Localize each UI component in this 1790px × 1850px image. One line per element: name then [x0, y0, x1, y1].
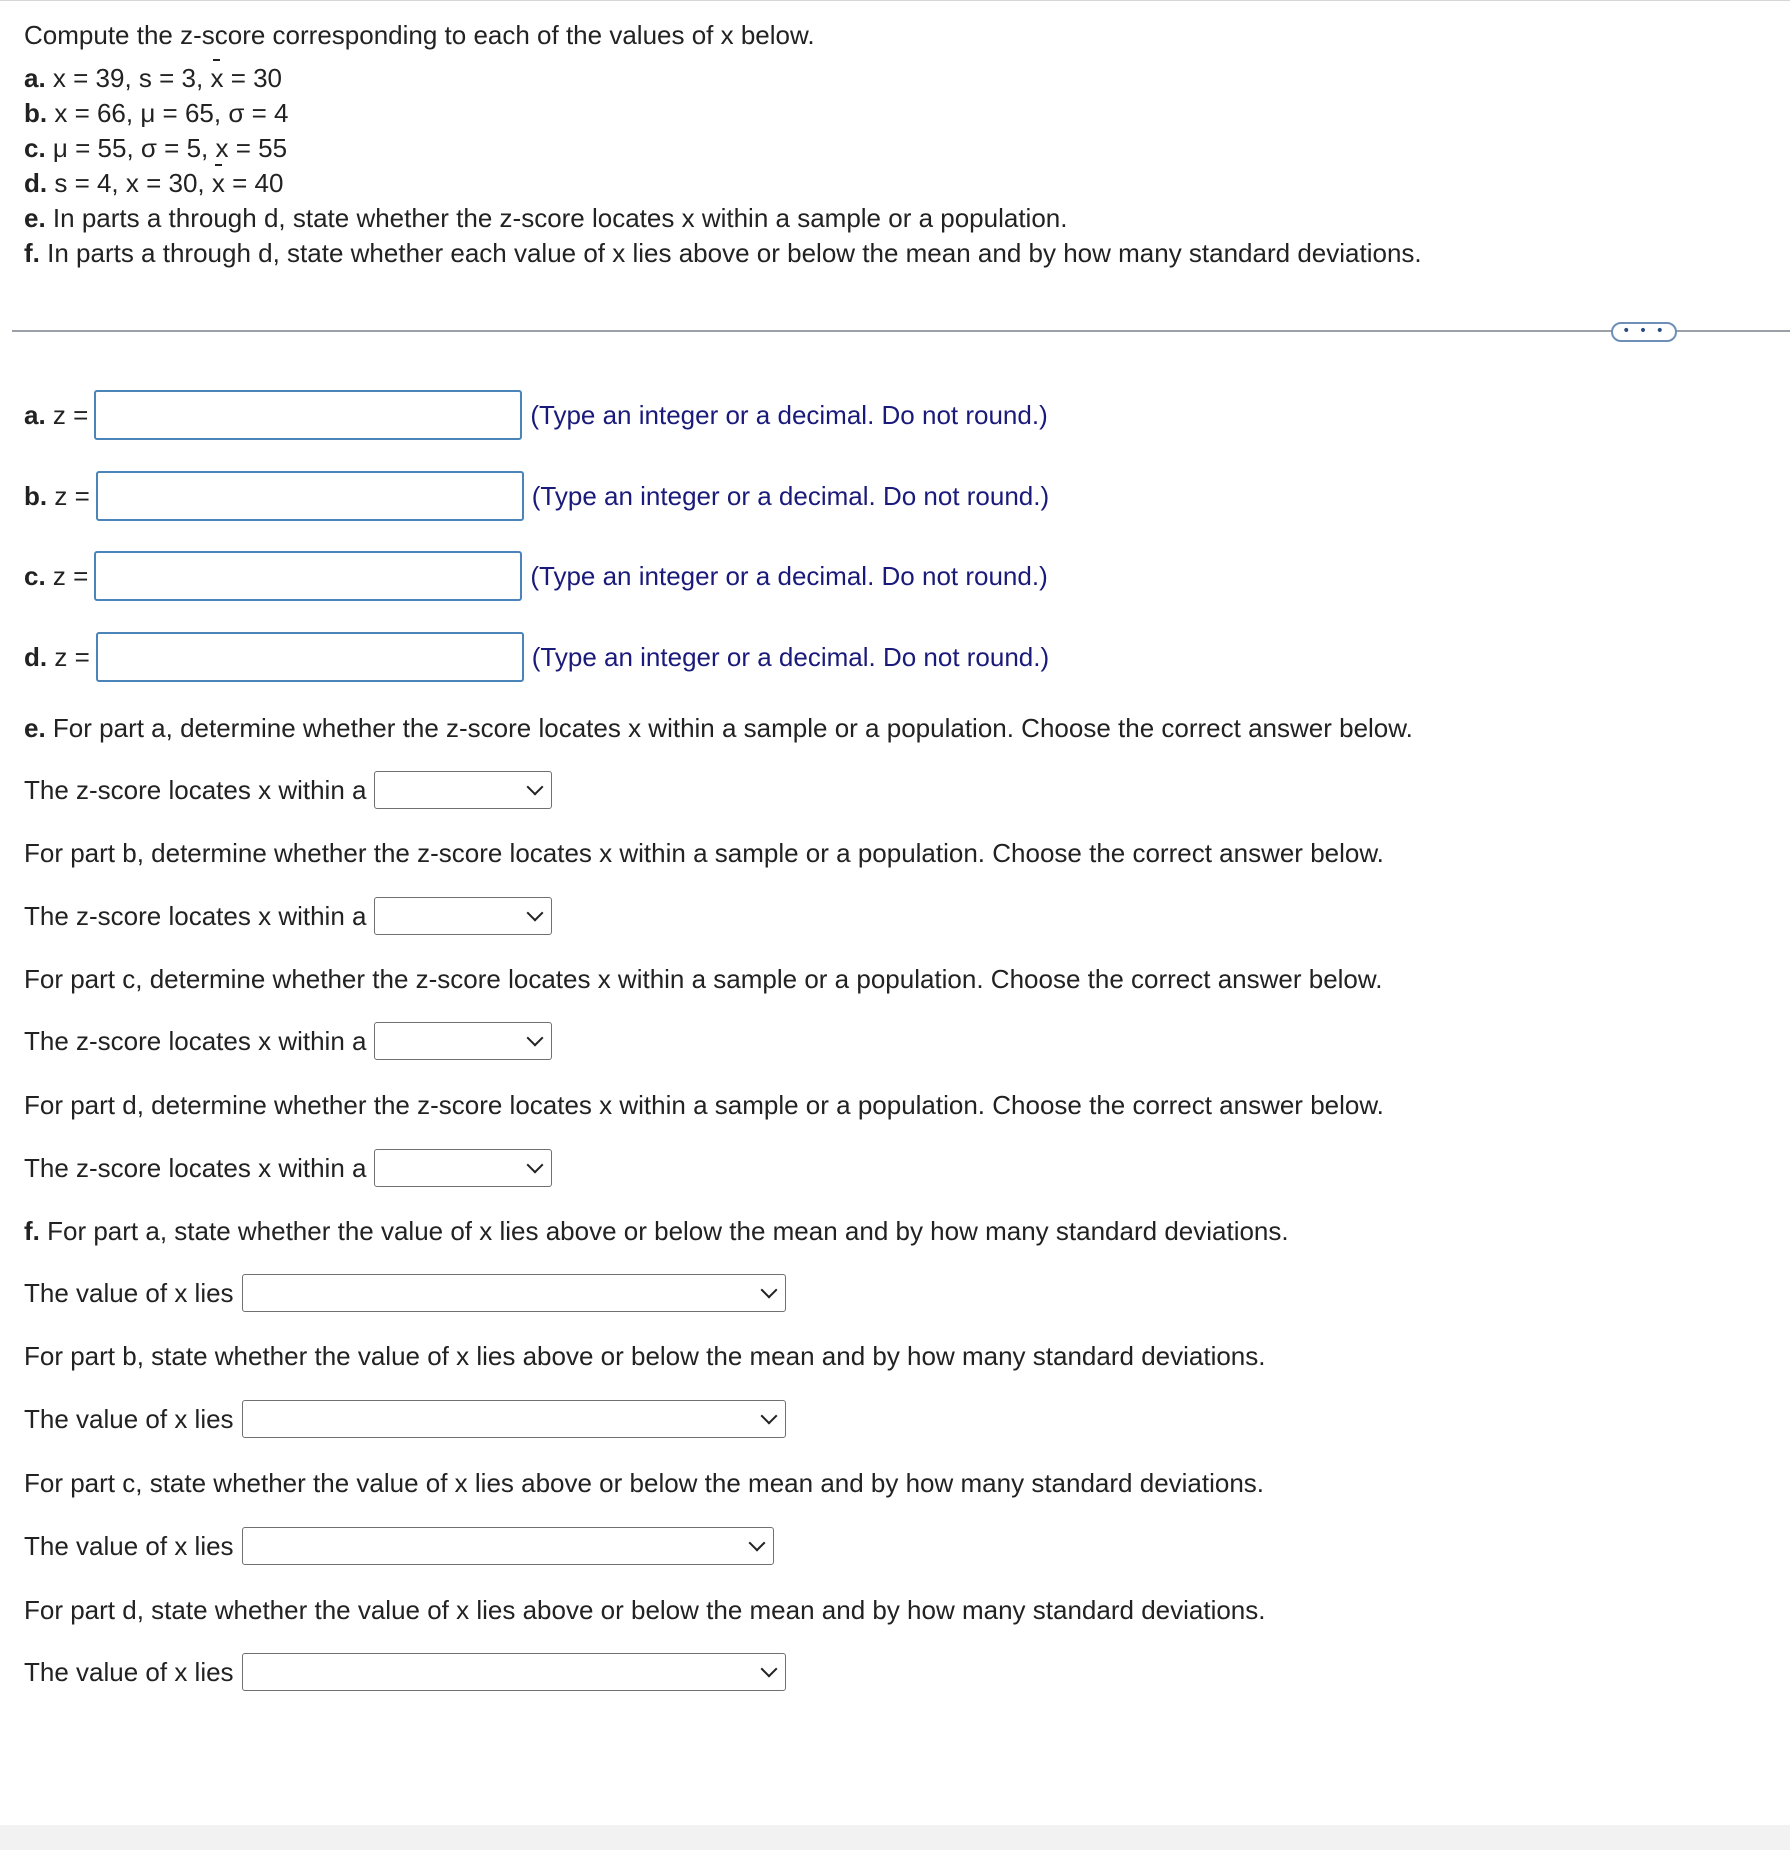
answer-label: The value of x lies [24, 1656, 234, 1687]
above-below-dropdown-b[interactable] [242, 1400, 786, 1438]
part-f-answer-b [24, 1400, 786, 1438]
input-hint: (Type an integer or a decimal. Do not round.) [530, 560, 1048, 591]
answer-label: The z-score locates x within a [24, 900, 367, 931]
z-label: z = [52, 399, 89, 430]
part-d-given [24, 166, 1764, 201]
part-letter: f. [24, 238, 40, 268]
part-letter: d. [24, 168, 48, 198]
input-hint: (Type an integer or a decimal. Do not round.) [530, 399, 1048, 430]
given-values: x = 66, μ = 65, σ = 4 [54, 98, 289, 128]
answer-label: The z-score locates x within a [24, 1152, 367, 1183]
chevron-down-icon [748, 1535, 765, 1552]
given-values-end: = 40 [224, 168, 284, 198]
above-below-dropdown-a[interactable] [242, 1274, 786, 1312]
part-e-prompt-d: For part d, determine whether the z-score locates x within a sample or a population. Choose the correct answer below. [24, 1090, 1384, 1120]
chevron-down-icon [527, 779, 544, 796]
z-input-c[interactable] [94, 551, 522, 601]
z-input-a[interactable] [94, 390, 522, 440]
sample-population-dropdown-a[interactable] [374, 771, 552, 809]
part-e-prompt-c: For part c, determine whether the z-score locates x within a sample or a population. Choose the correct answer below. [24, 964, 1383, 994]
given-values-end: = 30 [223, 63, 283, 93]
prompt-text: For part a, state whether the value of x lies above or below the mean and by how many standard deviations. [47, 1216, 1289, 1246]
answer-label: The z-score locates x within a [24, 774, 367, 805]
part-letter: b. [24, 480, 48, 511]
prompt-text: For part a, determine whether the z-score locates x within a sample or a population. Choose the correct answer below. [52, 713, 1413, 743]
above-below-dropdown-c[interactable] [242, 1527, 774, 1565]
part-letter: d. [24, 641, 48, 672]
z-label: z = [52, 560, 89, 591]
z-input-b[interactable] [96, 471, 524, 521]
chevron-down-icon [527, 1157, 544, 1174]
part-f-prompt-a [24, 1215, 1289, 1247]
part-e-prompt-b: For part b, determine whether the z-score locates x within a sample or a population. Choose the correct answer below. [24, 838, 1384, 868]
part-f-prompt-d: For part d, state whether the value of x lies above or below the mean and by how many standard deviations. [24, 1595, 1266, 1625]
part-letter: c. [24, 560, 46, 591]
part-f-prompt-c: For part c, state whether the value of x lies above or below the mean and by how many standard deviations. [24, 1468, 1265, 1498]
above-below-dropdown-d[interactable] [242, 1653, 786, 1691]
part-f-answer-a [24, 1274, 786, 1312]
question-text [24, 18, 1764, 271]
z-label: z = [54, 641, 90, 672]
part-letter: e. [24, 713, 46, 743]
answer-label: The z-score locates x within a [24, 1025, 367, 1056]
given-values: s = 4, x = 30, [54, 168, 212, 198]
z-answer-row-a [24, 390, 1048, 440]
z-answer-row-b [24, 471, 1049, 521]
chevron-down-icon [527, 1030, 544, 1047]
part-e-answer-d [24, 1149, 552, 1187]
part-letter: f. [24, 1216, 40, 1246]
z-label: z = [54, 480, 90, 511]
part-a-given [24, 61, 1764, 96]
input-hint: (Type an integer or a decimal. Do not round.) [531, 480, 1050, 511]
part-f-instruction [24, 236, 1764, 271]
part-f-answer-c [24, 1527, 774, 1565]
part-e-answer-a [24, 771, 552, 809]
part-letter: c. [24, 133, 46, 163]
part-c-given [24, 131, 1764, 166]
question-intro: Compute the z-score corresponding to each of the values of x below. [24, 20, 815, 50]
z-input-d[interactable] [96, 632, 524, 682]
answer-label: The value of x lies [24, 1530, 234, 1561]
part-e-prompt-a [24, 712, 1413, 744]
part-f-answer-d [24, 1653, 786, 1691]
answer-label: The value of x lies [24, 1277, 234, 1308]
top-border [0, 0, 1790, 1]
part-e-answer-c [24, 1022, 552, 1060]
part-e-instruction [24, 201, 1764, 236]
sample-population-dropdown-d[interactable] [374, 1149, 552, 1187]
z-answer-row-d [24, 632, 1049, 682]
sample-population-dropdown-b[interactable] [374, 897, 552, 935]
input-hint: (Type an integer or a decimal. Do not round.) [531, 641, 1050, 672]
chevron-down-icon [760, 1661, 777, 1678]
instruction-text: In parts a through d, state whether each value of x lies above or below the mean and by how many standard deviations. [47, 238, 1422, 268]
chevron-down-icon [760, 1408, 777, 1425]
part-letter: e. [24, 203, 46, 233]
answer-label: The value of x lies [24, 1403, 234, 1434]
part-letter: a. [24, 399, 46, 430]
x-bar-symbol: x [212, 166, 225, 201]
section-divider [12, 330, 1790, 332]
given-values: μ = 55, σ = 5, x = 55 [52, 133, 288, 163]
z-answer-row-c [24, 551, 1048, 601]
footer-bar [0, 1825, 1790, 1850]
part-letter: b. [24, 98, 48, 128]
more-options-button[interactable]: • • • [1611, 322, 1677, 342]
chevron-down-icon [760, 1282, 777, 1299]
sample-population-dropdown-c[interactable] [374, 1022, 552, 1060]
part-f-prompt-b: For part b, state whether the value of x lies above or below the mean and by how many standard deviations. [24, 1341, 1266, 1371]
instruction-text: In parts a through d, state whether the z-score locates x within a sample or a population. [52, 203, 1068, 233]
chevron-down-icon [527, 905, 544, 922]
part-b-given [24, 96, 1764, 131]
part-letter: a. [24, 63, 46, 93]
given-values: x = 39, s = 3, [52, 63, 211, 93]
part-e-answer-b [24, 897, 552, 935]
x-bar-symbol: x [210, 61, 223, 96]
